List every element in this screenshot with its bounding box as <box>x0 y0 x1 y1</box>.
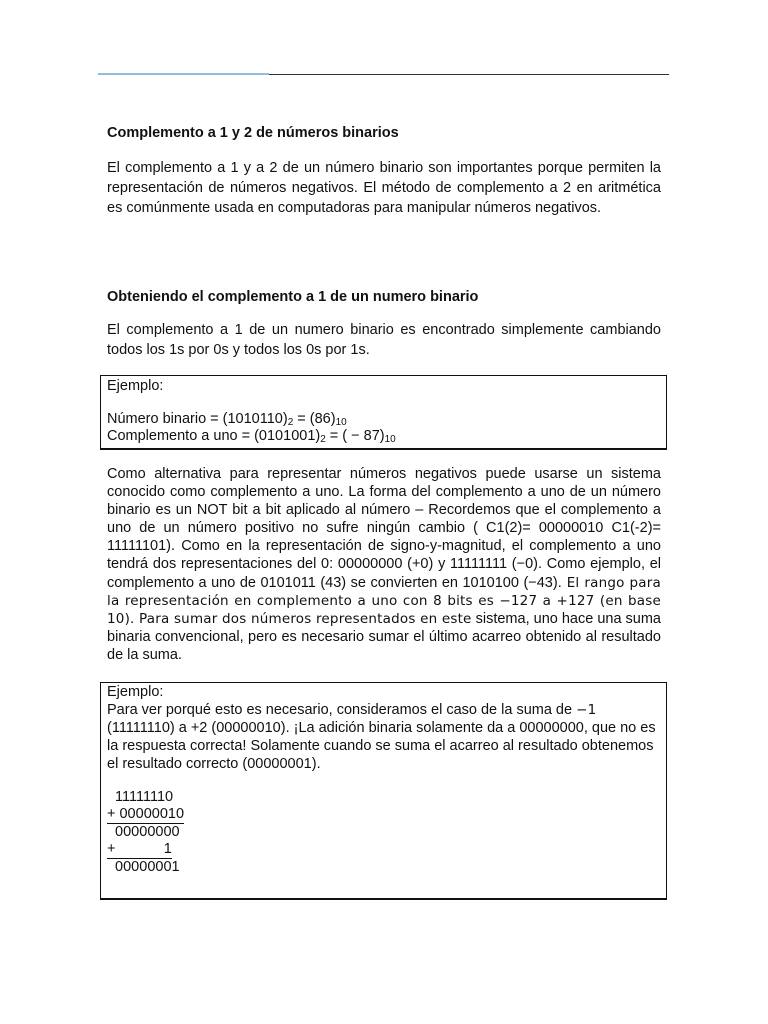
base-subscript: 10 <box>335 417 347 428</box>
example-binary-line <box>101 411 666 428</box>
binary-value: Número binario = (1010110) <box>107 411 288 427</box>
example-complement-line <box>101 428 666 445</box>
binary-sum <box>107 789 666 876</box>
paragraph-text: sistema, uno hace una suma binaria convencional, pero es necesario sumar el último acarreo obtenido al resultado de la suma. <box>107 610 661 663</box>
sum-row: 00000001 <box>107 859 180 875</box>
complement-definition-paragraph: El complemento a 1 de un numero binario es encontrado simplemente cambiando todos los 1s por 0s y todos los 0s por 1s. <box>107 322 661 358</box>
sum-row <box>107 806 666 824</box>
base-subscript: 10 <box>384 434 396 445</box>
section-title-complemento: Complemento a 1 y 2 de números binarios <box>107 125 399 141</box>
sum-row-underlined: + 1 <box>107 841 172 857</box>
sum-row: 11111110 <box>107 789 174 805</box>
section-title-obteniendo: Obteniendo el complemento a 1 de un numero binario <box>107 289 479 305</box>
base-subscript: 2 <box>320 434 326 445</box>
intro-paragraph: El complemento a 1 y a 2 de un número binario son importantes porque permiten la representación de números negativos. El método de complemento a 2 en aritmética es comúnmente usada en computadoras para manipular números negativos. <box>107 160 661 216</box>
example-label: Ejemplo: <box>107 378 164 394</box>
decimal-value: = (86) <box>293 411 336 427</box>
minus-one: −1 <box>576 702 597 718</box>
example-box-1 <box>100 375 667 450</box>
ones-complement-paragraph <box>107 465 661 664</box>
base-subscript: 2 <box>287 417 294 428</box>
example-explanation <box>101 701 666 773</box>
example-label: Ejemplo: <box>107 684 164 700</box>
header-rule-accent <box>98 73 269 75</box>
paragraph-text: Como alternativa para representar números negativos puede usarse un sistema conocido como complemento a uno. La forma del complemento a uno de un número binario es un NOT bit a bit aplicado al número – Recordemos que el complemento a uno de un número positivo no sufre ningún cambio ( C1(2)= 00000010 C1(-2)= 11111101). Como en la representación de signo-y-magnitud, el complemento a uno tendrá dos representaciones del 0: 00000000 (+0) y 11111111 (−0). Como ejemplo, el complemento a uno de 0101011 (43) se convierten en 1010100 (−43). <box>107 466 661 591</box>
decimal-value: = ( − 87) <box>325 428 385 444</box>
header-rule <box>269 74 669 75</box>
paragraph-text-range: El rango para la representación en complemento a uno con 8 bits es −127 a +127 (en base 10). Para sumar dos números representados en este <box>107 574 661 627</box>
sum-row <box>107 841 666 859</box>
explanation-text: (11111110) a +2 (00000010). ¡La adición binaria solamente da a 00000000, que no es la respuesta correcta! Solamente cuando se suma el acarreo al resultado obtenemos el resultado correcto (00000001). <box>107 720 656 772</box>
explanation-text: Para ver porqué esto es necesario, consideramos el caso de la suma de <box>107 702 577 718</box>
sum-row: 00000000 <box>107 824 180 840</box>
complement-value: Complemento a uno = (0101001) <box>107 428 321 444</box>
example-box-2 <box>100 682 667 900</box>
sum-row-underlined: + 00000010 <box>107 806 185 822</box>
